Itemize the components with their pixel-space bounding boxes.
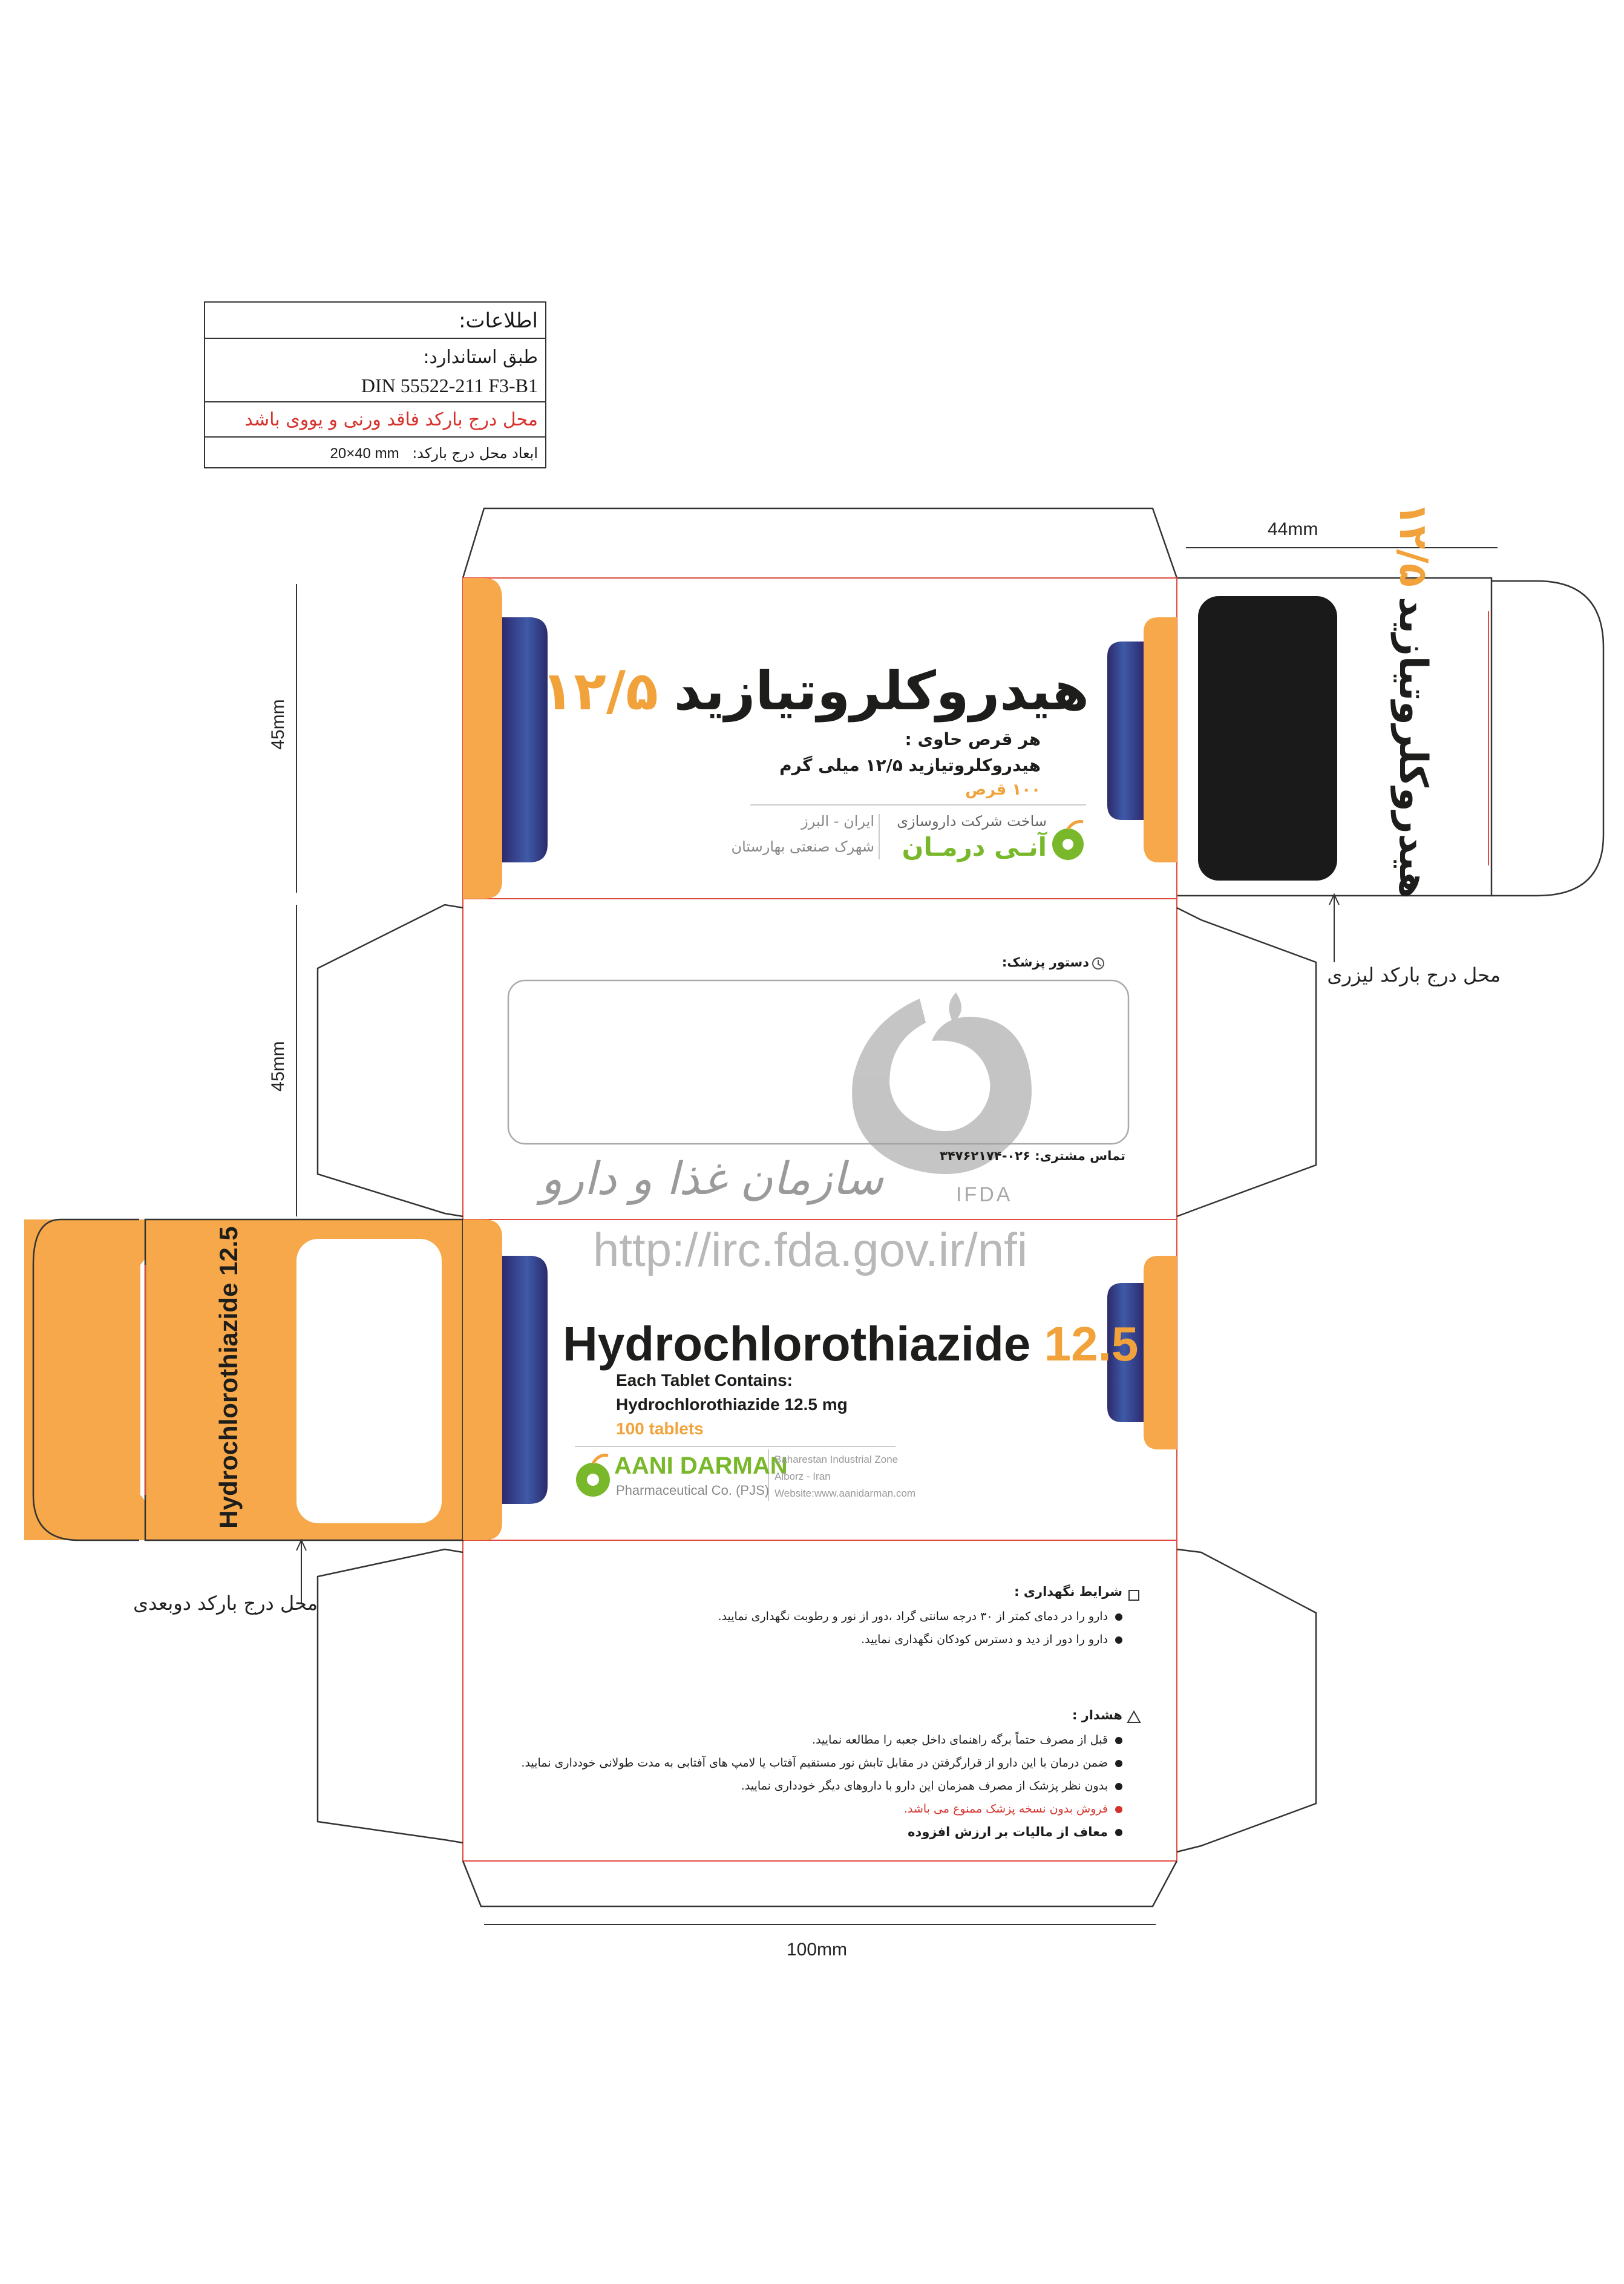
storage-item: دارو را دور از دید و دسترس کودکان نگهداری نمایید. bbox=[532, 1628, 1122, 1651]
en-contains-label: Each Tablet Contains: bbox=[616, 1371, 793, 1390]
middle-left-flap bbox=[318, 905, 463, 1216]
warning-section bbox=[521, 1708, 1122, 1843]
warning-item: قبل از مصرف حتماً برگه راهنمای داخل جعبه را مطالعه نمایید. bbox=[532, 1728, 1122, 1751]
watermark-url: http://irc.fda.gov.ir/nfi bbox=[593, 1223, 1028, 1276]
dimension-value: 20×40 mm bbox=[330, 445, 399, 462]
fa-product-name: هیدروکلروتیازید bbox=[673, 660, 1089, 722]
side-en-title: Hydrochlorothiazide 12.5 bbox=[214, 1226, 243, 1529]
contact-label: تماس مشتری: ۰۲۶-۳۴۷۶۲۱۷۴ bbox=[940, 1149, 1125, 1163]
warning-heading: هشدار : bbox=[1072, 1708, 1122, 1722]
fa-product-title bbox=[541, 660, 1089, 722]
panel-height-top-label: 45mm bbox=[268, 699, 288, 750]
fa-address-line2: شهرک صنعتی بهارستان bbox=[731, 838, 874, 855]
fa-contains-label: هر قرص حاوی : bbox=[905, 729, 1041, 749]
2d-barcode-callout: محل درج بارکد دوبعدی bbox=[133, 1592, 318, 1615]
barcode-note: محل درج بارکد فاقد ورنی و یووی باشد bbox=[205, 402, 545, 438]
box-length-label: 100mm bbox=[787, 1940, 848, 1960]
info-standard bbox=[205, 339, 545, 402]
en-contains-value: Hydrochlorothiazide 12.5 mg bbox=[616, 1395, 848, 1414]
side-fa-strength: ۱۲/۵ bbox=[1390, 502, 1435, 587]
en-right-orange-tab bbox=[1144, 1256, 1177, 1449]
storage-section bbox=[532, 1584, 1122, 1651]
standard-code: DIN 55522-211 F3-B1 bbox=[361, 375, 538, 396]
side-fa-product-name: هیدروکلروتیازید bbox=[1390, 596, 1435, 899]
en-left-orange-tab bbox=[463, 1219, 502, 1540]
left-orange-bg bbox=[24, 1219, 145, 1540]
storage-item: دارو را در دمای کمتر از ۳۰ درجه سانتی گراد ،دور از نور و رطوبت نگهداری نمایید. bbox=[532, 1605, 1122, 1628]
en-product-name: Hydrochlorothiazide bbox=[563, 1317, 1031, 1371]
en-brand: AANI DARMAN bbox=[614, 1452, 788, 1479]
watermark-acronym: IFDA bbox=[956, 1183, 1013, 1206]
right-tuck-flap bbox=[1491, 581, 1603, 896]
prescription-label: دستور پزشک: bbox=[1001, 955, 1089, 970]
info-title: اطلاعات: bbox=[205, 303, 545, 339]
fa-count: ۱۰۰ قرص bbox=[965, 781, 1041, 799]
apple-logo-fa bbox=[1052, 822, 1084, 861]
fa-strength: ۱۲/۵ bbox=[541, 660, 658, 722]
bottom-glue-flap bbox=[463, 1861, 1177, 1906]
fa-address-line1: ایران - البرز bbox=[801, 813, 874, 830]
barcode-dimension bbox=[205, 438, 545, 470]
2d-barcode-area bbox=[296, 1239, 442, 1523]
fa-manufacturer-label: ساخت شرکت داروسازی bbox=[897, 813, 1047, 830]
en-website: Website:www.aanidarman.com bbox=[774, 1488, 916, 1499]
bottom-left-flap bbox=[318, 1549, 463, 1843]
box-icon bbox=[1129, 1590, 1139, 1600]
fa-right-orange-tab bbox=[1144, 617, 1177, 862]
dimension-label: ابعاد محل درج بارکد: bbox=[412, 445, 538, 462]
apple-logo-en bbox=[576, 1455, 610, 1497]
warning-item-prescription: فروش بدون نسخه پزشک ممنوع می باشد. bbox=[532, 1797, 1122, 1820]
warning-item: ضمن درمان با این دارو از قرارگرفتن در مقابل تابش نور مستقیم آفتاب یا لامپ های آفتابی به مدت طولانی خودداری نمایید. bbox=[532, 1751, 1122, 1774]
fa-contains-value: هیدروکلروتیازید ۱۲/۵ میلی گرم bbox=[779, 755, 1041, 775]
en-strength: 12.5 bbox=[1044, 1317, 1139, 1371]
middle-right-flap bbox=[1177, 908, 1316, 1216]
fa-left-navy-tab bbox=[502, 617, 548, 862]
panel-height-middle-label: 45mm bbox=[268, 1041, 288, 1092]
fa-left-orange-tab bbox=[463, 578, 502, 899]
ifda-watermark-logo bbox=[852, 993, 1032, 1174]
en-address-line1: Baharestan Industrial Zone bbox=[774, 1454, 899, 1465]
flap-width-label: 44mm bbox=[1268, 519, 1318, 539]
prescription-box bbox=[508, 980, 1128, 1144]
side-fa-title bbox=[1390, 502, 1435, 899]
storage-heading: شرایط نگهداری : bbox=[1014, 1584, 1122, 1599]
standard-label: طبق استاندارد: bbox=[423, 347, 538, 368]
fa-brand: آنـی درمـان bbox=[902, 832, 1047, 862]
en-company: Pharmaceutical Co. (PJS) bbox=[616, 1483, 770, 1498]
en-address-line2: Alborz - Iran bbox=[774, 1471, 831, 1482]
watermark-org-name: سازمان غذا و دارو bbox=[540, 1153, 883, 1205]
en-product-title bbox=[563, 1316, 1138, 1372]
laser-barcode-area bbox=[1198, 596, 1337, 881]
bottom-right-flap bbox=[1177, 1549, 1316, 1852]
fa-right-navy-tab bbox=[1107, 642, 1144, 820]
warning-icon bbox=[1128, 1711, 1140, 1722]
info-box bbox=[204, 301, 546, 468]
warning-item: بدون نظر پزشک از مصرف همزمان این دارو با داروهای دیگر خودداری نمایید. bbox=[532, 1774, 1122, 1797]
en-count: 100 tablets bbox=[616, 1419, 704, 1438]
en-left-navy-tab bbox=[502, 1256, 548, 1504]
top-tuck-flap bbox=[463, 508, 1177, 578]
tax-note: معاف از مالیات بر ارزش افزوده bbox=[532, 1820, 1122, 1843]
laser-barcode-callout: محل درج بارکد لیزری bbox=[1327, 963, 1501, 986]
